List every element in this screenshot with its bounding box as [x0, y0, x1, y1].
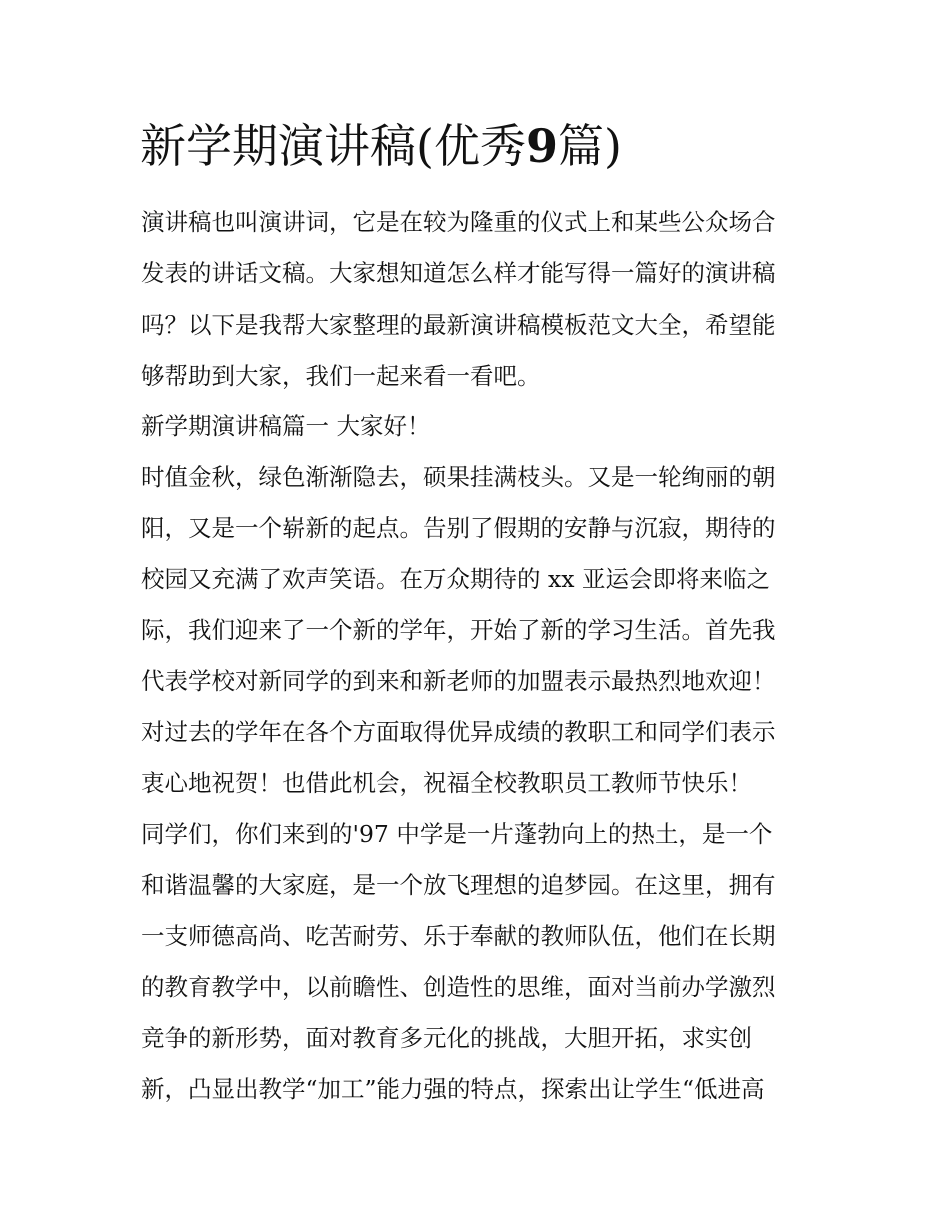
paragraph-line: 对过去的学年在各个方面取得优异成绩的教职工和同学们表示: [141, 718, 776, 746]
paragraph-line: 一支师德高尚、吃苦耐劳、乐于奉献的教师队伍，他们在长期: [141, 922, 776, 950]
paragraph-line: 校园又充满了欢声笑语。在万众期待的 xx 亚运会即将来临之: [141, 565, 770, 593]
paragraph-line: 新，凸显出教学“加工”能力强的特点，探索出让学生“低进高: [141, 1075, 765, 1103]
section-heading-line: 新学期演讲稿篇一 大家好！: [141, 412, 431, 440]
title-number: 9: [525, 119, 558, 173]
title-text: 新学期演讲稿(优秀: [140, 119, 526, 173]
paragraph-line: 代表学校对新同学的到来和新老师的加盟表示最热烈地欢迎！: [141, 667, 776, 695]
paragraph-line: 竞争的新形势，面对教育多元化的挑战，大胆开拓，求实创: [141, 1024, 752, 1052]
paragraph-line: 吗？以下是我帮大家整理的最新演讲稿模板范文大全，希望能: [141, 311, 776, 339]
paragraph-line: 演讲稿也叫演讲词，它是在较为隆重的仪式上和某些公众场合: [141, 208, 776, 236]
title-text-end: 篇): [557, 119, 622, 173]
paragraph-line: 和谐温馨的大家庭，是一个放飞理想的追梦园。在这里，拥有: [141, 871, 776, 899]
document-title: [140, 110, 840, 182]
paragraph-line: 时值金秋，绿色渐渐隐去，硕果挂满枝头。又是一轮绚丽的朝: [141, 463, 776, 491]
paragraph-line: 阳，又是一个崭新的起点。告别了假期的安静与沉寂，期待的: [141, 514, 776, 542]
paragraph-line: 衷心地祝贺！也借此机会，祝福全校教职员工教师节快乐！: [141, 769, 752, 797]
paragraph-line: 的教育教学中，以前瞻性、创造性的思维，面对当前办学激烈: [141, 973, 776, 1001]
paragraph-line: 同学们，你们来到的'97 中学是一片蓬勃向上的热土，是一个: [141, 820, 773, 848]
paragraph-line: 际，我们迎来了一个新的学年，开始了新的学习生活。首先我: [141, 616, 776, 644]
paragraph-line: 够帮助到大家，我们一起来看一看吧。: [141, 362, 541, 390]
paragraph-line: 发表的讲话文稿。大家想知道怎么样才能写得一篇好的演讲稿: [141, 259, 776, 287]
